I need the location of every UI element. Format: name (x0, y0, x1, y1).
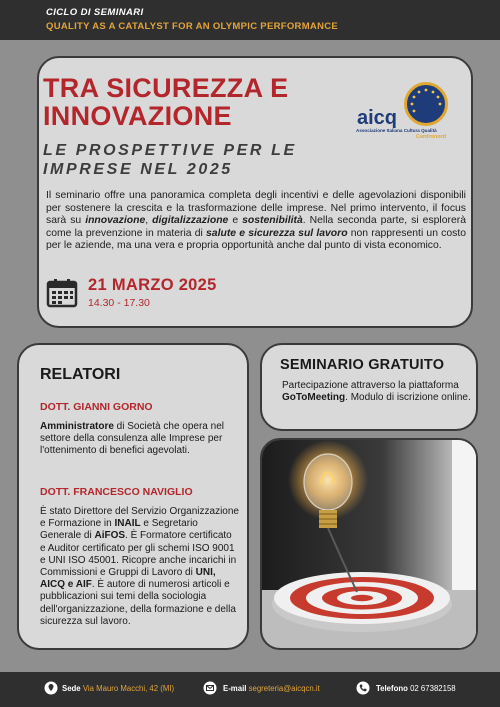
speakers-title: RELATORI (40, 366, 121, 383)
speaker-2-name: DOTT. FRANCESCO NAVIGLIO (40, 486, 193, 498)
aicq-region: Centronord (416, 134, 446, 140)
series-subtitle: QUALITY AS A CATALYST FOR AN OLYMPIC PERFORMANCE (46, 21, 339, 32)
event-time: 14.30 - 17.30 (88, 297, 150, 309)
phone-icon (356, 681, 370, 695)
location-pin-icon (44, 681, 58, 695)
aicq-logo-text: aicq (357, 107, 398, 129)
series-label: CICLO DI SEMINARI (46, 7, 144, 18)
aicq-caption: Associazione Italiana Cultura Qualità (356, 128, 437, 133)
calendar-icon (46, 278, 78, 308)
footer-phone[interactable]: Telefono 02 67382158 (376, 684, 456, 693)
free-seminar-title: SEMINARIO GRATUITO (280, 357, 445, 373)
footer-address: Sede Via Mauro Macchi, 42 (MI) (62, 684, 175, 693)
speaker-1-bio: Amministratore di Società che opera nel settore della consulenza alle Imprese per l'ottenimento di benefici agevolati. (40, 421, 224, 457)
event-date: 21 MARZO 2025 (88, 276, 217, 294)
free-seminar-text: Partecipazione attraverso la piattaforma GoToMeeting. Modulo di iscrizione online. (282, 380, 471, 404)
aicq-emblem-icon (404, 82, 448, 126)
intro-paragraph: Il seminario offre una panoramica completa degli incentivi e delle agevolazioni disponibili per sostenere la crescita e la trasformazione delle imprese. Nel primo intervento, il focus sarà su innovazione, digitalizzazione e sostenibilità. Nella seconda parte, si esplorerà come la prevenzione in materia di salute e sicurezza sul lavoro non rappresenti un costo per le aziende, ma una vera e propria opportunità anche dal punto di vista economico. (46, 190, 467, 252)
speaker-1-name: DOTT. GIANNI GORNO (40, 401, 153, 413)
footer-bar (0, 672, 500, 707)
speaker-2-bio: È stato Direttore del Servizio Organizzazione e Formazione in INAIL e Segretario Generale di AiFOS. È Formatore certificato e Auditor certificato per gli schemi ISO 9001 e UNI ISO 45001. Ricopre anche incarichi in Commissioni e Gruppi di Lavoro di UNI, AICQ e AIF. È autore di numerosi articoli e pubblicazioni sui temi della sociologia dell'organizzazione, della formazione e della sicurezza sul lavoro. (40, 506, 239, 627)
page-subtitle: LE PROSPETTIVE PER LE IMPRESE NEL 2025 (43, 142, 297, 178)
footer-email[interactable]: E-mail segreteria@aicqcn.it (223, 684, 320, 693)
page-title: TRA SICUREZZA E INNOVAZIONE (43, 73, 289, 131)
lightbulb-target-image (260, 438, 478, 650)
mail-icon (203, 681, 217, 695)
top-bar (0, 0, 500, 40)
aicq-logo (356, 80, 456, 140)
